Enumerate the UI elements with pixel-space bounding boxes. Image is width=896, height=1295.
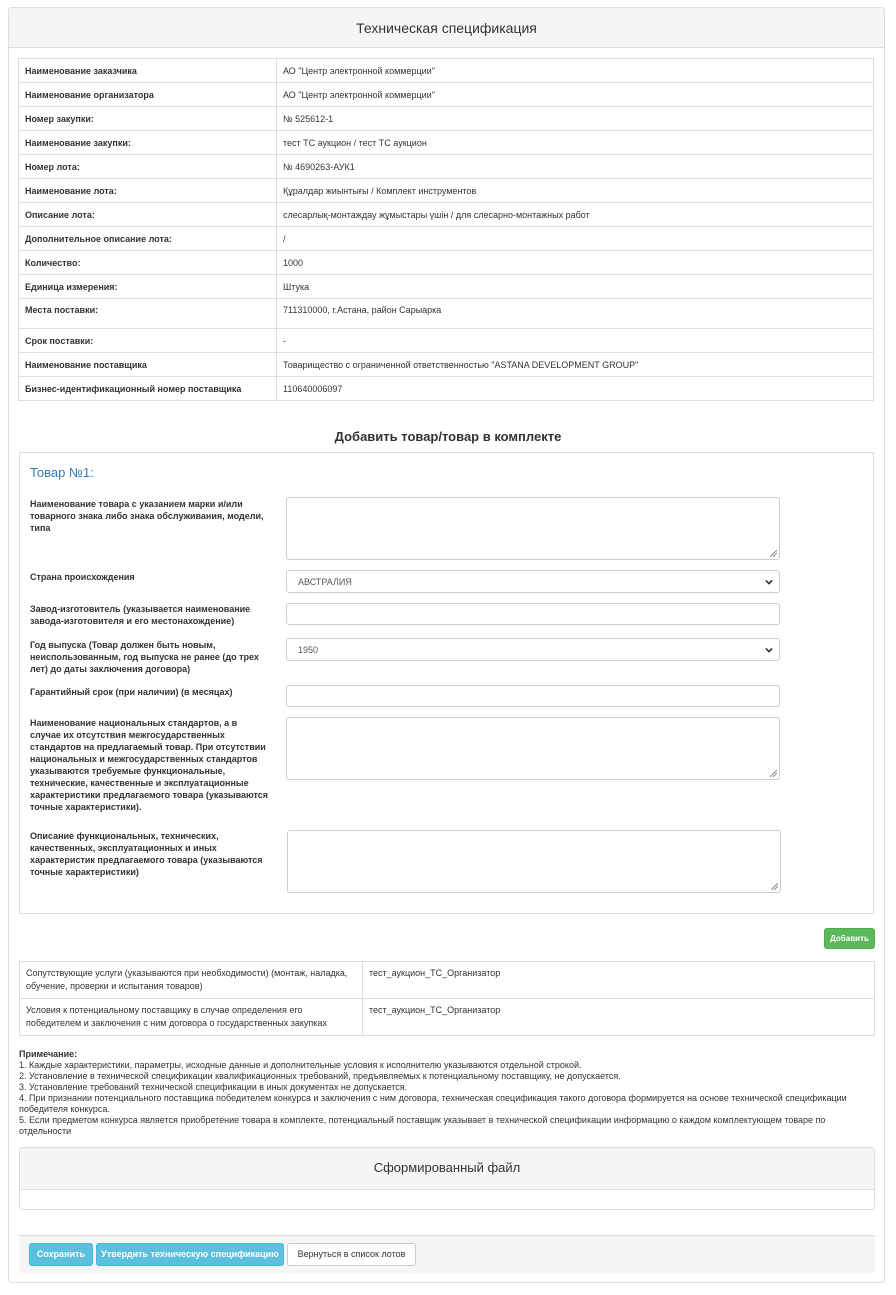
info-label: Бизнес-идентификационный номер поставщика — [19, 377, 277, 401]
info-label: Срок поставки: — [19, 329, 277, 353]
service-value: тест_аукцион_ТС_Организатор — [363, 962, 875, 999]
note-item: 3. Установление требований технической спецификации в иных документах не допускается. — [19, 1082, 408, 1092]
chevron-down-icon — [765, 646, 773, 654]
info-value: № 525612-1 — [277, 107, 874, 131]
goods-item-title: Товар №1: — [30, 465, 94, 480]
country-select-value: АВСТРАЛИЯ — [298, 577, 352, 587]
info-label: Номер закупки: — [19, 107, 277, 131]
manufacturer-input[interactable] — [286, 603, 780, 625]
resize-grip-icon[interactable] — [770, 550, 777, 557]
note-item: 1. Каждые характеристики, параметры, исходные данные и дополнительные условия к исполнителю указываются отдельной строкой. — [19, 1060, 582, 1070]
info-value: Құралдар жиынтығы / Комплект инструментов — [277, 179, 874, 203]
add-goods-title: Добавить товар/товар в комплекте — [334, 429, 562, 444]
info-label: Номер лота: — [19, 155, 277, 179]
note-item: 5. Если предметом конкурса является приобретение товара в комплекте, потенциальный поставщик указывает в технической спецификации информацию о каждом комплектующем товаре по отдельности — [19, 1115, 826, 1136]
resize-grip-icon[interactable] — [771, 883, 778, 890]
warranty-input[interactable] — [286, 685, 780, 707]
standards-label: Наименование национальных стандартов, а в случае их отсутствия межгосударственных стандартов на предлагаемый товар. При отсутствии национальных и межгосударственных стандартов указываются требуемые функциональные, технические, качественные и эксплуатационные характеристики предлагаемого товара (указываются точные характеристики). — [30, 718, 269, 812]
info-row — [19, 227, 874, 251]
info-label: Наименование поставщика — [19, 353, 277, 377]
info-label: Наименование заказчика — [19, 59, 277, 83]
goods-item-panel — [19, 452, 874, 914]
info-value: № 4690263-АУК1 — [277, 155, 874, 179]
info-row — [19, 83, 874, 107]
service-label: Условия к потенциальному поставщику в случае определения его победителем и заключения с ним договора о государственных закупках — [20, 999, 363, 1036]
country-select[interactable] — [286, 570, 780, 593]
note-item: 2. Установление в технической спецификации квалификационных требований, предъявляемых к потенциальному поставщику, не допускается. — [19, 1071, 621, 1081]
generated-file-title: Сформированный файл — [373, 1160, 521, 1175]
info-value: Штука — [277, 275, 874, 299]
page-title: Техническая спецификация — [356, 20, 537, 36]
standards-textarea[interactable] — [286, 717, 780, 780]
year-select[interactable] — [286, 638, 780, 661]
info-label: Наименование закупки: — [19, 131, 277, 155]
info-label: Наименование лота: — [19, 179, 277, 203]
service-label: Сопутствующие услуги (указываются при необходимости) (монтаж, наладка, обучение, проверки и испытания товаров) — [20, 962, 363, 999]
info-label: Единица измерения: — [19, 275, 277, 299]
info-value: 711310000, г.Астана, район Сарыарка — [277, 299, 874, 329]
info-label: Места поставки: — [19, 299, 277, 329]
note-item: 4. При признании потенциального поставщика победителем конкурса и заключения с ним договора, техническая спецификация такого договора формируется на основе технической спецификации победителя конкурса. — [19, 1093, 847, 1114]
services-table — [19, 961, 875, 1036]
info-label: Описание лота: — [19, 203, 277, 227]
info-row — [19, 131, 874, 155]
info-row — [19, 251, 874, 275]
description-label: Описание функциональных, технических, качественных, эксплуатационных и иных характеристик предлагаемого товара (указываются точные характеристики) — [30, 831, 263, 877]
panel-heading — [9, 8, 884, 48]
notes-block — [19, 1049, 879, 1137]
country-label: Страна происхождения — [30, 572, 135, 582]
service-row — [20, 962, 875, 999]
resize-grip-icon[interactable] — [770, 770, 777, 777]
info-label: Наименование организатора — [19, 83, 277, 107]
info-row — [19, 179, 874, 203]
notes-title: Примечание: — [19, 1049, 78, 1059]
info-value: тест ТС аукцион / тест ТС аукцион — [277, 131, 874, 155]
info-row — [19, 377, 874, 401]
back-to-lots-button[interactable]: Вернуться в список лотов — [287, 1243, 416, 1266]
info-row — [19, 329, 874, 353]
year-select-value: 1950 — [298, 645, 319, 655]
goods-name-label: Наименование товара с указанием марки и/или товарного знака либо знака обслуживания, модели, типа — [30, 499, 264, 533]
service-value: тест_аукцион_ТС_Организатор — [363, 999, 875, 1036]
chevron-down-icon — [765, 578, 773, 586]
info-row — [19, 107, 874, 131]
info-value: слесарлық-монтаждау жұмыстары үшін / для слесарно-монтажных работ — [277, 203, 874, 227]
manufacturer-label: Завод-изготовитель (указывается наименование завода-изготовителя и его местонахождение) — [30, 604, 251, 626]
warranty-label: Гарантийный срок (при наличии) (в месяцах) — [30, 687, 233, 697]
info-value: АО "Центр электронной коммерции" — [277, 83, 874, 107]
description-textarea[interactable] — [287, 830, 781, 893]
info-value: Товарищество с ограниченной ответственностью "ASTANA DEVELOPMENT GROUP" — [277, 353, 874, 377]
info-value: - — [277, 329, 874, 353]
goods-name-textarea[interactable] — [286, 497, 780, 560]
generated-file-panel — [19, 1147, 875, 1210]
info-row — [19, 299, 874, 329]
info-value: 1000 — [277, 251, 874, 275]
info-row — [19, 59, 874, 83]
year-label: Год выпуска (Товар должен быть новым, неиспользованным, год выпуска не ранее (до трех лет) до даты заключения договора) — [30, 640, 259, 674]
lot-info-table — [18, 58, 874, 401]
generated-file-heading — [20, 1148, 874, 1190]
info-value: 110640006097 — [277, 377, 874, 401]
service-row — [20, 999, 875, 1036]
info-row — [19, 353, 874, 377]
approve-spec-button[interactable]: Утвердить техническую спецификацию — [96, 1243, 284, 1266]
info-label: Количество: — [19, 251, 277, 275]
save-button[interactable]: Сохранить — [29, 1243, 93, 1266]
info-row — [19, 155, 874, 179]
info-row — [19, 275, 874, 299]
info-row — [19, 203, 874, 227]
info-value: АО "Центр электронной коммерции" — [277, 59, 874, 83]
info-value: / — [277, 227, 874, 251]
add-goods-button[interactable]: Добавить — [824, 928, 875, 949]
info-label: Дополнительное описание лота: — [19, 227, 277, 251]
